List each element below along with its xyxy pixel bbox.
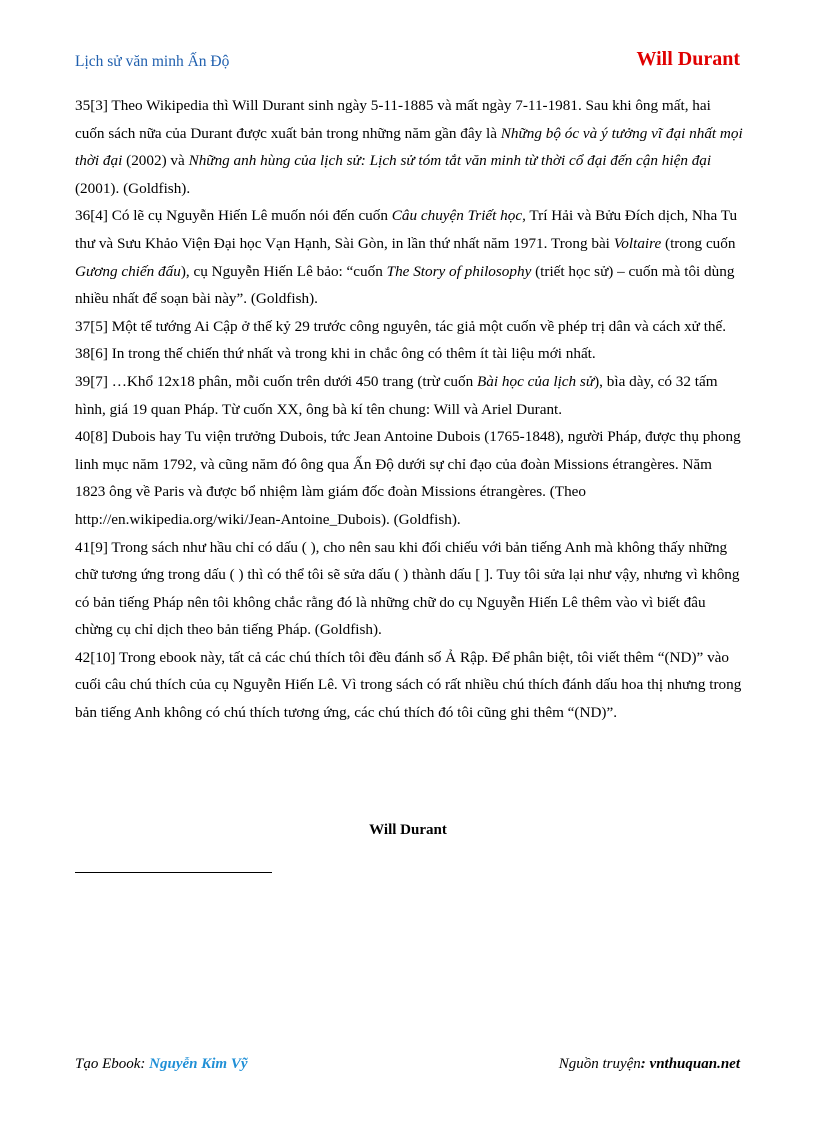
footnote-text: 37[5] Một tể tướng Ai Cập ở thế kỷ 29 trước công nguyên, tác giả một cuốn về phép trị dân và cách xử thế. <box>75 317 727 335</box>
page-header <box>75 48 740 76</box>
signature: Will Durant <box>369 822 447 838</box>
ebook-creator-name: Nguyễn Kim Vỹ <box>149 1056 248 1072</box>
footnote-italic-text: Câu chuyện Triết học <box>391 207 523 225</box>
footnote-text: 40[8] Dubois hay Tu viện trưởng Dubois, tức Jean Antoine Dubois (1765-1848), người Pháp, được thụ phong linh mục năm 1792, và cũng năm đó ông qua Ấn Độ dưới sự chỉ đạo của đoàn Missions étrangères. Năm 1823 ông về Paris và được bổ nhiệm làm giám đốc đoàn Missions étrangères. (Theo http://en.wikipedia.org/wiki/Jean-Antoine_Dubois). (Goldfish). <box>75 428 741 528</box>
footnote-text: (triết học sử) – cuốn mà tôi dùng nhiều nhất để soạn bài này”. (Goldfish). <box>75 262 735 308</box>
footnote-text: 36[4] Có lẽ cụ Nguyễn Hiến Lê muốn nói đến cuốn <box>75 207 392 225</box>
ebook-credit-separator: : <box>140 1056 146 1072</box>
footnote-item <box>75 92 743 202</box>
footnote-text: (trong cuốn <box>661 234 736 252</box>
footnote-item <box>75 340 743 368</box>
footnote-item <box>75 644 743 727</box>
footnote-text: (2001). (Goldfish). <box>75 179 191 197</box>
footnotes-list <box>75 92 743 727</box>
source-site: vnthuquan.net <box>649 1056 740 1072</box>
footnote-item <box>75 313 743 341</box>
footnote-text: 38[6] In trong thế chiến thứ nhất và trong khi in chắc ông có thêm ít tài liệu mới nhất. <box>75 345 596 363</box>
footnote-italic-text: Những bộ óc và ý tưởng vĩ đại nhất mọi thời đại <box>75 124 743 170</box>
source-label: Nguồn truyện <box>558 1056 641 1072</box>
footnote-text: 42[10] Trong ebook này, tất cả các chú thích tôi đều đánh số Ả Rập. Để phân biệt, tôi viết thêm “(ND)” vào cuối câu chú thích của cụ Nguyễn Hiến Lê. Vì trong sách có rất nhiều chú thích đánh dấu hoa thị nhưng trong bản tiếng Anh không có chú thích tương ứng, các chú thích đó tôi cũng ghi thêm “(ND)”. <box>75 648 742 722</box>
footnote-item <box>75 423 743 533</box>
footnote-text: ), bìa dày, có 32 tấm hình, giá 19 quan Pháp. Từ cuốn XX, ông bà kí tên chung: Will và Ariel Durant. <box>75 372 718 418</box>
footnote-text: , Trí Hải và Bửu Đích dịch, Nha Tu thư và Sưu Khảo Viện Đại học Vạn Hạnh, Sài Gòn, in lần thứ nhất năm 1971. Trong bài <box>75 207 738 252</box>
header-author: Will Durant <box>636 48 740 70</box>
footnote-italic-text: Gương chiến đấu <box>75 262 181 280</box>
source-credit <box>559 1056 740 1073</box>
footnote-item <box>75 368 743 423</box>
footnote-italic-text: Những anh hùng của lịch sử: Lịch sử tóm tắt văn minh từ thời cổ đại đến cận hiện đại <box>188 152 712 170</box>
book-title: Lịch sử văn minh Ấn Độ <box>75 53 230 70</box>
footnote-text: 39[7] …Khổ 12x18 phân, mỗi cuốn trên dưới 450 trang (trừ cuốn <box>75 372 478 390</box>
ebook-credit-label: Tạo Ebook <box>75 1056 141 1072</box>
footnote-text: ), cụ Nguyễn Hiến Lê bảo: “cuốn <box>180 262 387 280</box>
footnote-text: 41[9] Trong sách như hầu chỉ có dấu ( ), cho nên sau khi đối chiếu với bản tiếng Anh mà không thấy những chữ tương ứng trong dấu ( ) thì có thể tôi sẽ sửa dấu ( ) thành dấu [ ]. Tuy tôi sửa lại như vậy, nhưng vì không có bản tiếng Pháp nên tôi không chắc rằng đó là những chữ do cụ Nguyễn Hiến Lê thêm vào vì biết đâu chừng cụ chỉ dịch theo bản tiếng Pháp. (Goldfish). <box>75 538 740 639</box>
footnote-italic-text: Voltaire <box>613 234 662 252</box>
source-separator: : <box>640 1056 646 1072</box>
footnote-text: 35[3] Theo Wikipedia thì Will Durant sinh ngày 5-11-1885 và mất ngày 7-11-1981. Sau khi ông mất, hai cuốn sách nữa của Durant được xuất bản trong những năm gần đây là <box>75 97 711 142</box>
footnote-divider <box>75 872 272 873</box>
footnote-item <box>75 202 743 312</box>
footnote-italic-text: The Story of philosophy <box>386 262 532 280</box>
footnote-item <box>75 534 743 644</box>
ebook-credit <box>75 1056 248 1073</box>
footnote-text: (2002) và <box>122 152 189 170</box>
footnote-italic-text: Bài học của lịch sử <box>477 372 595 390</box>
